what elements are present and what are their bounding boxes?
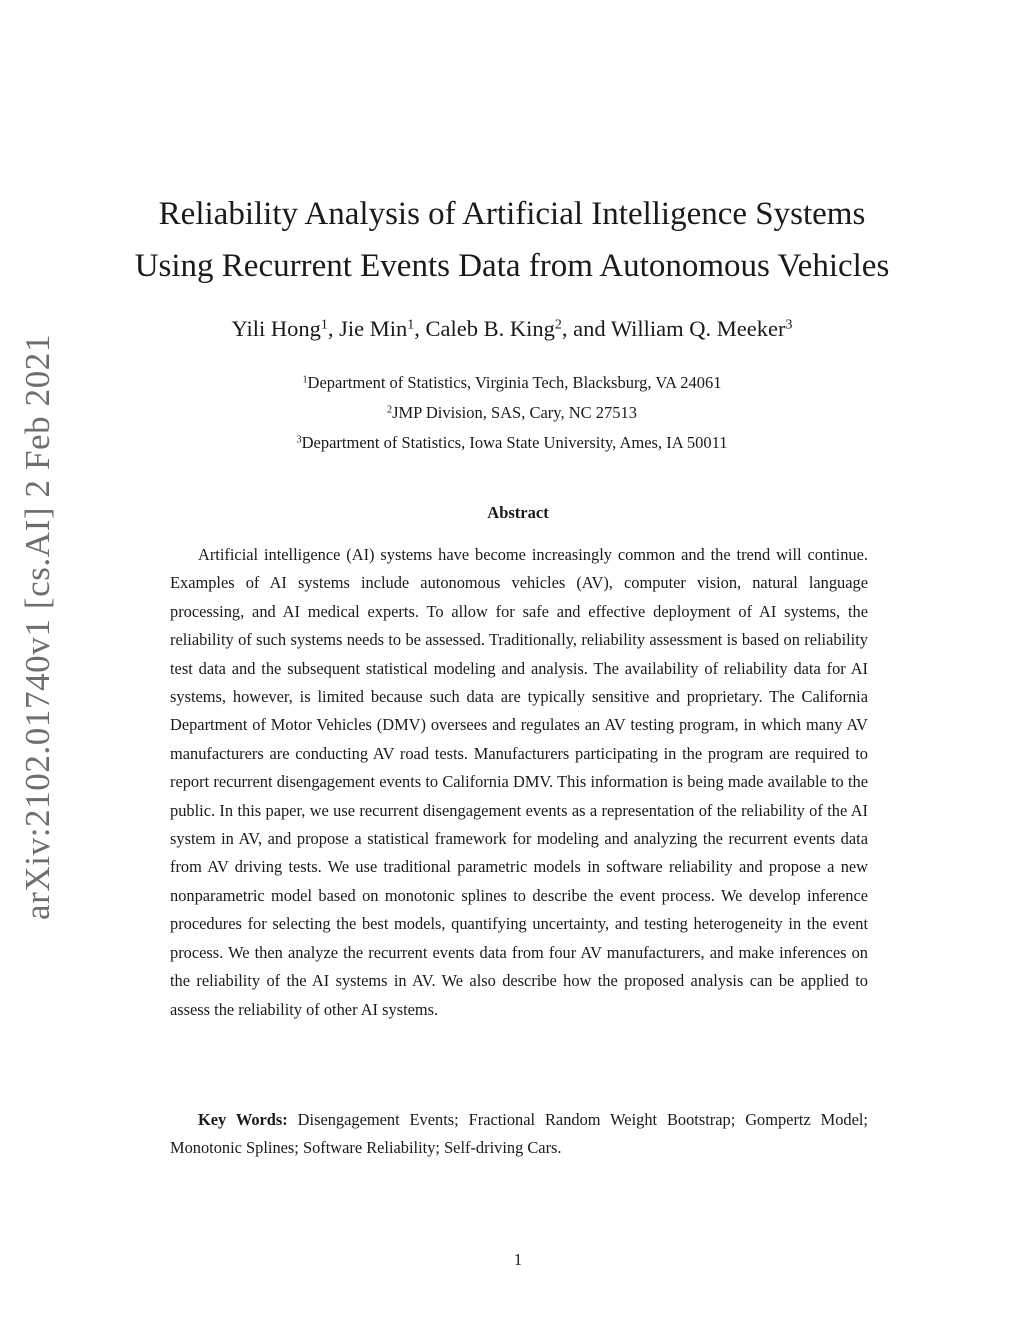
author-affil-mark: 1 xyxy=(320,317,328,333)
author-name: Caleb B. King xyxy=(425,316,555,341)
author-name: William Q. Meeker xyxy=(610,316,786,341)
keywords-paragraph xyxy=(170,1106,868,1163)
affiliation-text: Department of Statistics, Virginia Tech, Blacksburg, VA 24061 xyxy=(307,373,722,392)
affiliation-list xyxy=(0,368,1024,458)
author-separator: , xyxy=(414,316,426,341)
affiliation-mark: 3 xyxy=(296,434,302,446)
affiliation xyxy=(0,368,1024,398)
author-affil-mark: 3 xyxy=(785,317,793,333)
title-line-2: Using Recurrent Events Data from Autonomous Vehicles xyxy=(134,248,890,284)
affiliation-mark: 2 xyxy=(386,404,393,416)
author-separator: , and xyxy=(561,316,611,341)
affiliation-mark: 1 xyxy=(302,374,308,386)
arxiv-identifier-stamp: arXiv:2102.01740v1 [cs.AI] 2 Feb 2021 xyxy=(18,333,57,920)
keywords-label: Key Words: xyxy=(198,1110,288,1129)
title-line-1: Reliability Analysis of Artificial Intelligence Systems xyxy=(158,196,866,232)
author-name: Jie Min xyxy=(339,316,408,341)
abstract-heading: Abstract xyxy=(487,503,549,522)
abstract-body: Artificial intelligence (AI) systems have become increasingly common and the trend will continue. Examples of AI systems include autonomous vehicles (AV), computer vision, natural language processing, and AI medical experts. To allow for safe and effective deployment of AI systems, the reliability of such systems needs to be assessed. Traditionally, reliability assessment is based on reliability test data and the subsequent statistical modeling and analysis. The availability of reliability data for AI systems, however, is limited because such data are typically sensitive and proprietary. The California Department of Motor Vehicles (DMV) oversees and regulates an AV testing program, in which many AV manufacturers are conducting AV road tests. Manufacturers participating in the program are required to report recurrent disengagement events to California DMV. This information is being made available to the public. In this paper, we use recurrent disengagement events as a representation of the reliability of the AI system in AV, and propose a statistical framework for modeling and analyzing the recurrent events data from AV driving tests. We use traditional parametric models in software reliability and propose a new nonparametric model based on monotonic splines to describe the event process. We develop inference procedures for selecting the best models, quantifying uncertainty, and testing heterogeneity in the event process. We then analyze the recurrent events data from four AV manufacturers, and make inferences on the reliability of the AI systems in AV. We also describe how the proposed analysis can be applied to assess the reliability of other AI systems. xyxy=(170,545,868,1019)
affiliation xyxy=(0,428,1024,458)
page-number: 1 xyxy=(513,1250,523,1269)
author-list xyxy=(0,316,1024,342)
author-name: Yili Hong xyxy=(231,316,321,341)
author-separator: , xyxy=(327,316,340,341)
keywords-text: Disengagement Events; Fractional Random Weight Bootstrap; Gompertz Model; Monotonic Splines; Software Reliability; Self-driving Cars. xyxy=(170,1110,868,1158)
author-affil-mark: 1 xyxy=(407,317,415,333)
affiliation-text: Department of Statistics, Iowa State University, Ames, IA 50011 xyxy=(301,433,728,452)
paper-title xyxy=(0,188,1024,292)
affiliation-text: JMP Division, SAS, Cary, NC 27513 xyxy=(392,403,638,422)
author-affil-mark: 2 xyxy=(554,317,562,333)
affiliation xyxy=(0,398,1024,428)
